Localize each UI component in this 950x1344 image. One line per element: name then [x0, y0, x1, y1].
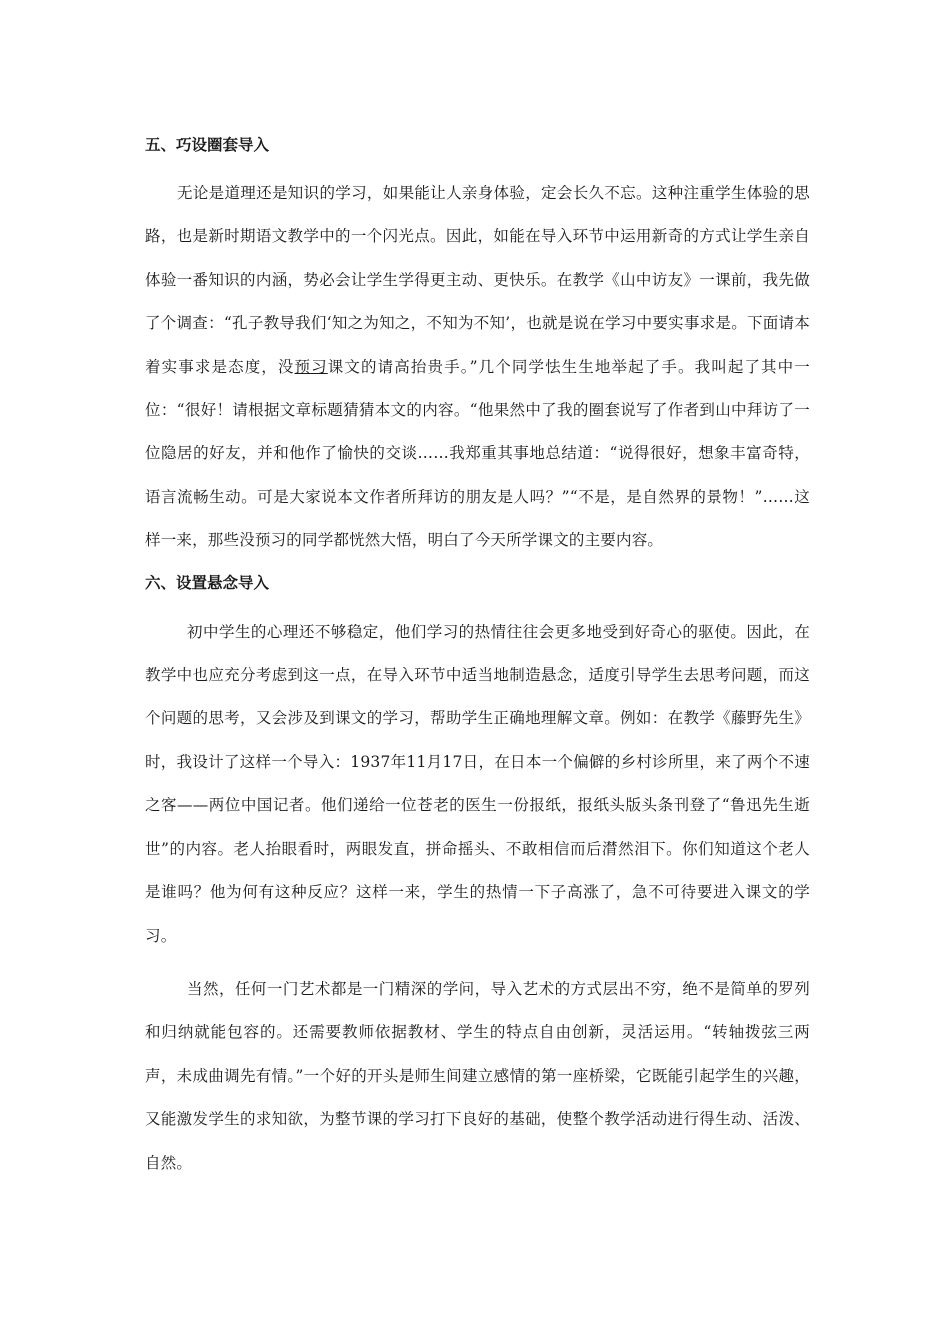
section-five-text-part1: 无论是道理还是知识的学习，如果能让人亲身体验，定会长久不忘。这种注重学生体验的思路，也是新时期语文教学中的一个闪光点。因此，如能在导入环节中运用新奇的方式让学生亲自体验一番知识的内涵，势必会让学生学得更主动、更快乐。在教学《山中访友》一课前，我先做了个调查：“孔子教导我们‘知之为知之，不知为不知’，也就是说在学习中要实事求是。下面请本着实事求是态度，没 [145, 184, 810, 376]
section-five-heading: 五、巧设圈套导入 [145, 136, 270, 154]
section-six-paragraph: 初中学生的心理还不够稳定，他们学习的热情往往会更多地受到好奇心的驱使。因此，在教学中也应充分考虑到这一点，在导入环节中适当地制造悬念，适度引导学生去思考问题，而这个问题的思考，又会涉及到课文的学习，帮助学生正确地理解文章。例如：在教学《藤野先生》时，我设计了这样一个导入：1937年11月17日，在日本一个偏僻的乡村诊所里，来了两个不速之客——两位中国记者。他们递给一位苍老的医生一份报纸，报纸头版头条刊登了“鲁迅先生逝世”的内容。老人抬眼看时，两眼发直，拼命摇头、不敢相信而后潸然泪下。你们知道这个老人是谁吗？他为何有这种反应？这样一来，学生的热情一下子高涨了，急不可待要进入课文的学习。 [145, 622, 810, 945]
section-five [145, 127, 810, 563]
section-six [145, 565, 810, 1185]
closing-paragraph: 当然，任何一门艺术都是一门精深的学问，导入艺术的方式层出不穷，绝不是简单的罗列和归纳就能包容的。还需要教师依据教材、学生的特点自由创新，灵活运用。“转轴拨弦三两声，未成曲调先有情。”一个好的开头是师生间建立感情的第一座桥梁，它既能引起学生的兴趣，又能激发学生的求知欲，为整节课的学习打下良好的基础，使整个教学活动进行得生动、活泼、自然。 [145, 979, 810, 1172]
section-five-text-part2: 课文的请高抬贵手。”几个同学怯生生地举起了手。我叫起了其中一位：“很好！请根据文章标题猜猜本文的内容。“他果然中了我的圈套说写了作者到山中拜访了一位隐居的好友，并和他作了愉快的交谈……我郑重其事地总结道：“说得很好，想象丰富奇特，语言流畅生动。可是大家说本文作者所拜访的朋友是人吗？”“不是，是自然界的景物！”……这样一来，那些没预习的同学都恍然大悟，明白了今天所学课文的主要内容。 [145, 357, 810, 550]
underlined-word: 预习 [294, 357, 328, 376]
document-page [145, 127, 810, 1185]
section-five-paragraph [145, 172, 810, 563]
section-six-heading: 六、设置悬念导入 [145, 573, 270, 592]
